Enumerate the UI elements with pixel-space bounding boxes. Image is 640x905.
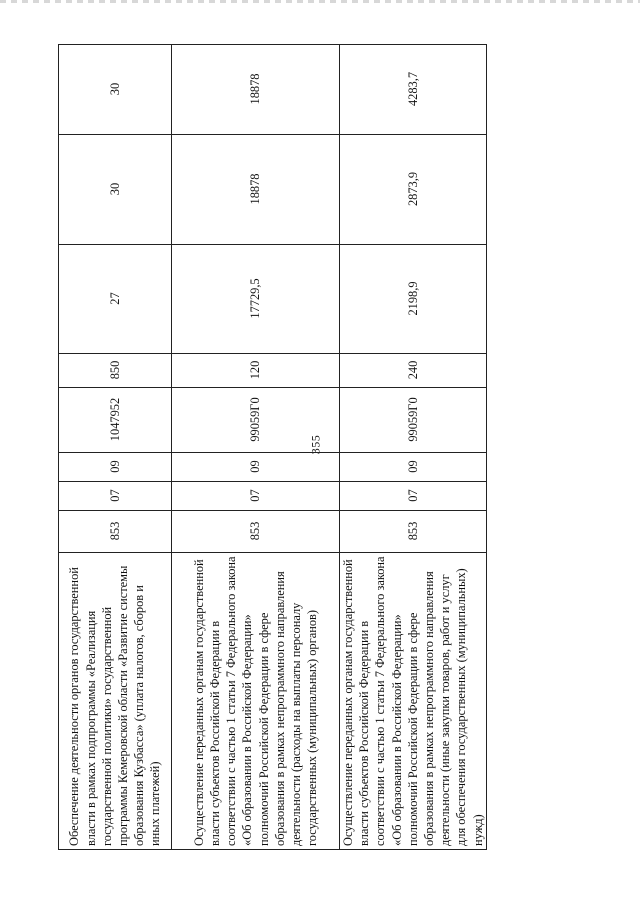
target-article: 99059Г0 [172,388,340,453]
amount-year-2: 30 [59,135,172,245]
amount-year-1: 2198,9 [340,245,487,354]
table-row [172,45,340,850]
amount-year-3: 18878 [172,45,340,135]
amount-year-2: 2873,9 [340,135,487,245]
table-row [59,45,172,850]
page-number: 355 [308,434,323,455]
rotated-table-container [58,45,485,850]
row-description: Осуществление переданных органам государственной власти субъектов Российской Федерации в соответствии с частью 1 статьи 7 Федерального закона «Об образовании в Российской Федерации» полномочий Российской Федерации в сфере образования в рамках непрограммного направления деятельности (расходы на выплаты персоналу государственных (муниципальных) органов) [172,553,340,850]
ministry-code: 853 [172,511,340,553]
budget-table [58,44,487,850]
expense-type: 850 [59,354,172,388]
ministry-code: 853 [340,511,487,553]
table-row [340,45,487,850]
expense-type: 240 [340,354,487,388]
subsection-code: 09 [172,453,340,482]
row-description: Осуществление переданных органам государственной власти субъектов Российской Федерации в соответствии с частью 1 статьи 7 Федерального закона «Об образовании в Российской Федерации» полномочий Российской Федерации в сфере образования в рамках непрограммного направления деятельности (иные закупки товаров, работ и услуг для обеспечения государственных (муниципальных) нужд) [340,553,487,850]
amount-year-3: 4283,7 [340,45,487,135]
amount-year-2: 18878 [172,135,340,245]
expense-type: 120 [172,354,340,388]
subsection-code: 09 [59,453,172,482]
row-description: Обеспечение деятельности органов государственной власти в рамках подпрограммы «Реализация государственной политики» государственной программы Кемеровской области «Развитие системы образования Кузбасса» (уплата налогов, сборов и иных платежей) [59,553,172,850]
amount-year-1: 27 [59,245,172,354]
target-article: 99059Г0 [340,388,487,453]
amount-year-1: 17729,5 [172,245,340,354]
subsection-code: 09 [340,453,487,482]
amount-year-3: 30 [59,45,172,135]
ministry-code: 853 [59,511,172,553]
target-article: 1047952 [59,388,172,453]
section-code: 07 [59,482,172,511]
section-code: 07 [340,482,487,511]
section-code: 07 [172,482,340,511]
page-top-edge [0,0,640,3]
